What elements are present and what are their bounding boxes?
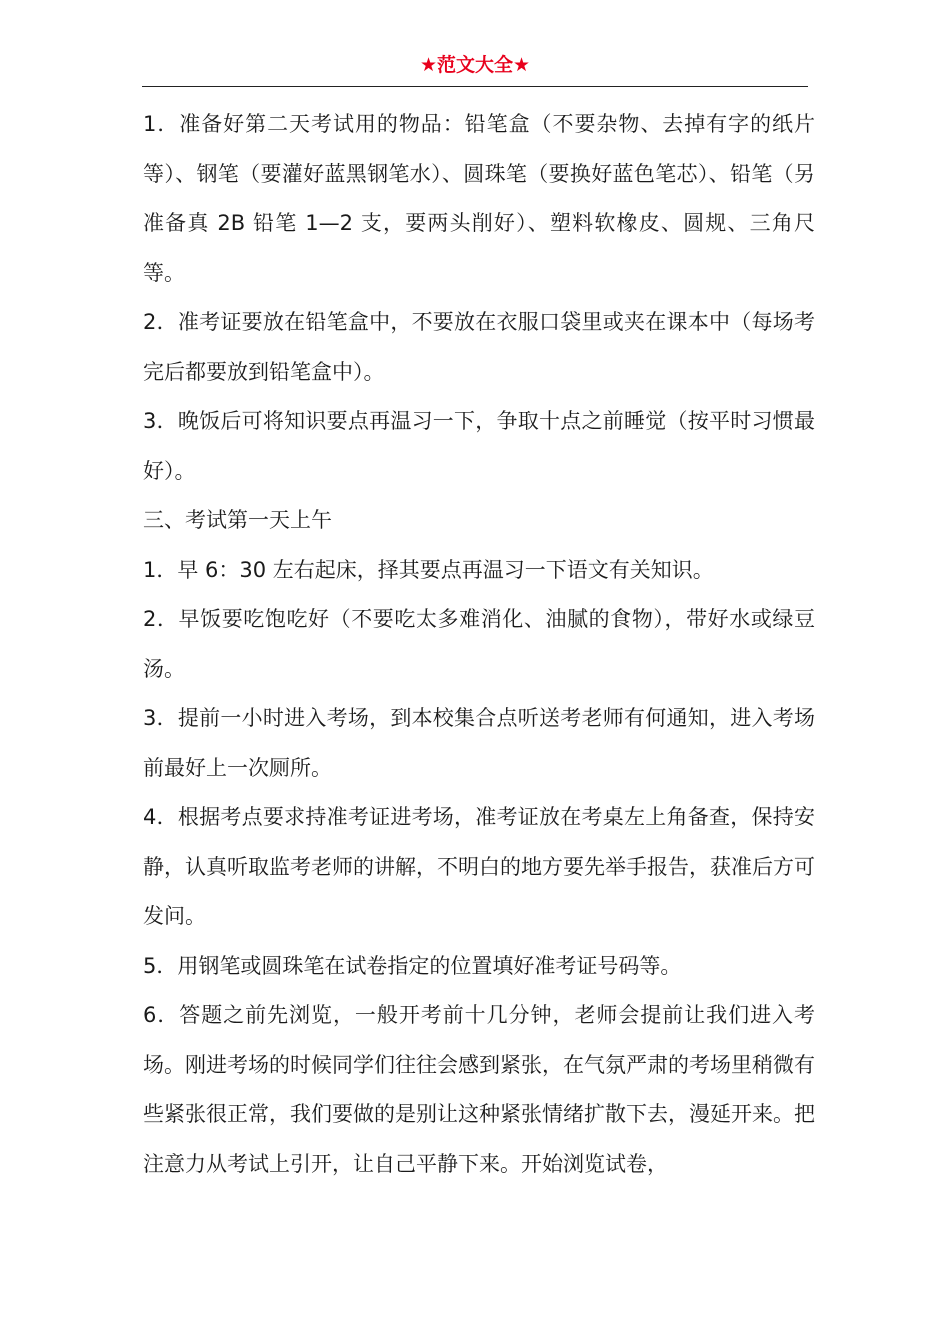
paragraph-browse-paper: 6．答题之前先浏览，一般开考前十几分钟，老师会提前让我们进入考场。刚进考场的时候同学们往往会感到紧张，在气氛严肃的考场里稍微有些紧张很正常，我们要做的是别让这种紧张情绪扩散下去，漫延开来。把注意力从考试上引开，让自己平静下来。开始浏览试卷， (143, 1003, 815, 1176)
paragraph-admission-ticket: 2．准考证要放在铅笔盒中，不要放在衣服口袋里或夹在课本中（每场考完后都要放到铅笔盒中）。 (143, 310, 815, 384)
paragraph-fill-info: 5．用钢笔或圆珠笔在试卷指定的位置填好准考证号码等。 (143, 953, 682, 978)
paragraph-enter-exam-room: 4．根据考点要求持准考证进考场，准考证放在考桌左上角备查，保持安静，认真听取监考老师的讲解，不明白的地方要先举手报告，获准后方可发问。 (143, 805, 815, 928)
document-body (143, 100, 815, 1189)
page-header-title: ★范文大全★ (419, 54, 531, 76)
paragraph-breakfast: 2．早饭要吃饱吃好（不要吃太多难消化、油腻的食物），带好水或绿豆汤。 (143, 607, 815, 681)
section-heading-day-one-morning: 三、考试第一天上午 (143, 508, 332, 532)
paragraph-evening-review: 3．晚饭后可将知识要点再温习一下，争取十点之前睡觉（按平时习惯最好）。 (143, 409, 815, 483)
paragraph-prep-items: 1．准备好第二天考试用的物品：铅笔盒（不要杂物、去掉有字的纸片等）、钢笔（要灌好蓝黑钢笔水）、圆珠笔（要换好蓝色笔芯）、铅笔（另准备真 2B 铅笔 1—2 支，要两头削好）、塑料软橡皮、圆规、三角尺等。 (143, 112, 815, 285)
header-divider (142, 86, 808, 87)
paragraph-arrive-early: 3．提前一小时进入考场，到本校集合点听送考老师有何通知，进入考场前最好上一次厕所。 (143, 706, 815, 780)
paragraph-wake-up: 1．早 6：30 左右起床，择其要点再温习一下语文有关知识。 (143, 557, 714, 582)
